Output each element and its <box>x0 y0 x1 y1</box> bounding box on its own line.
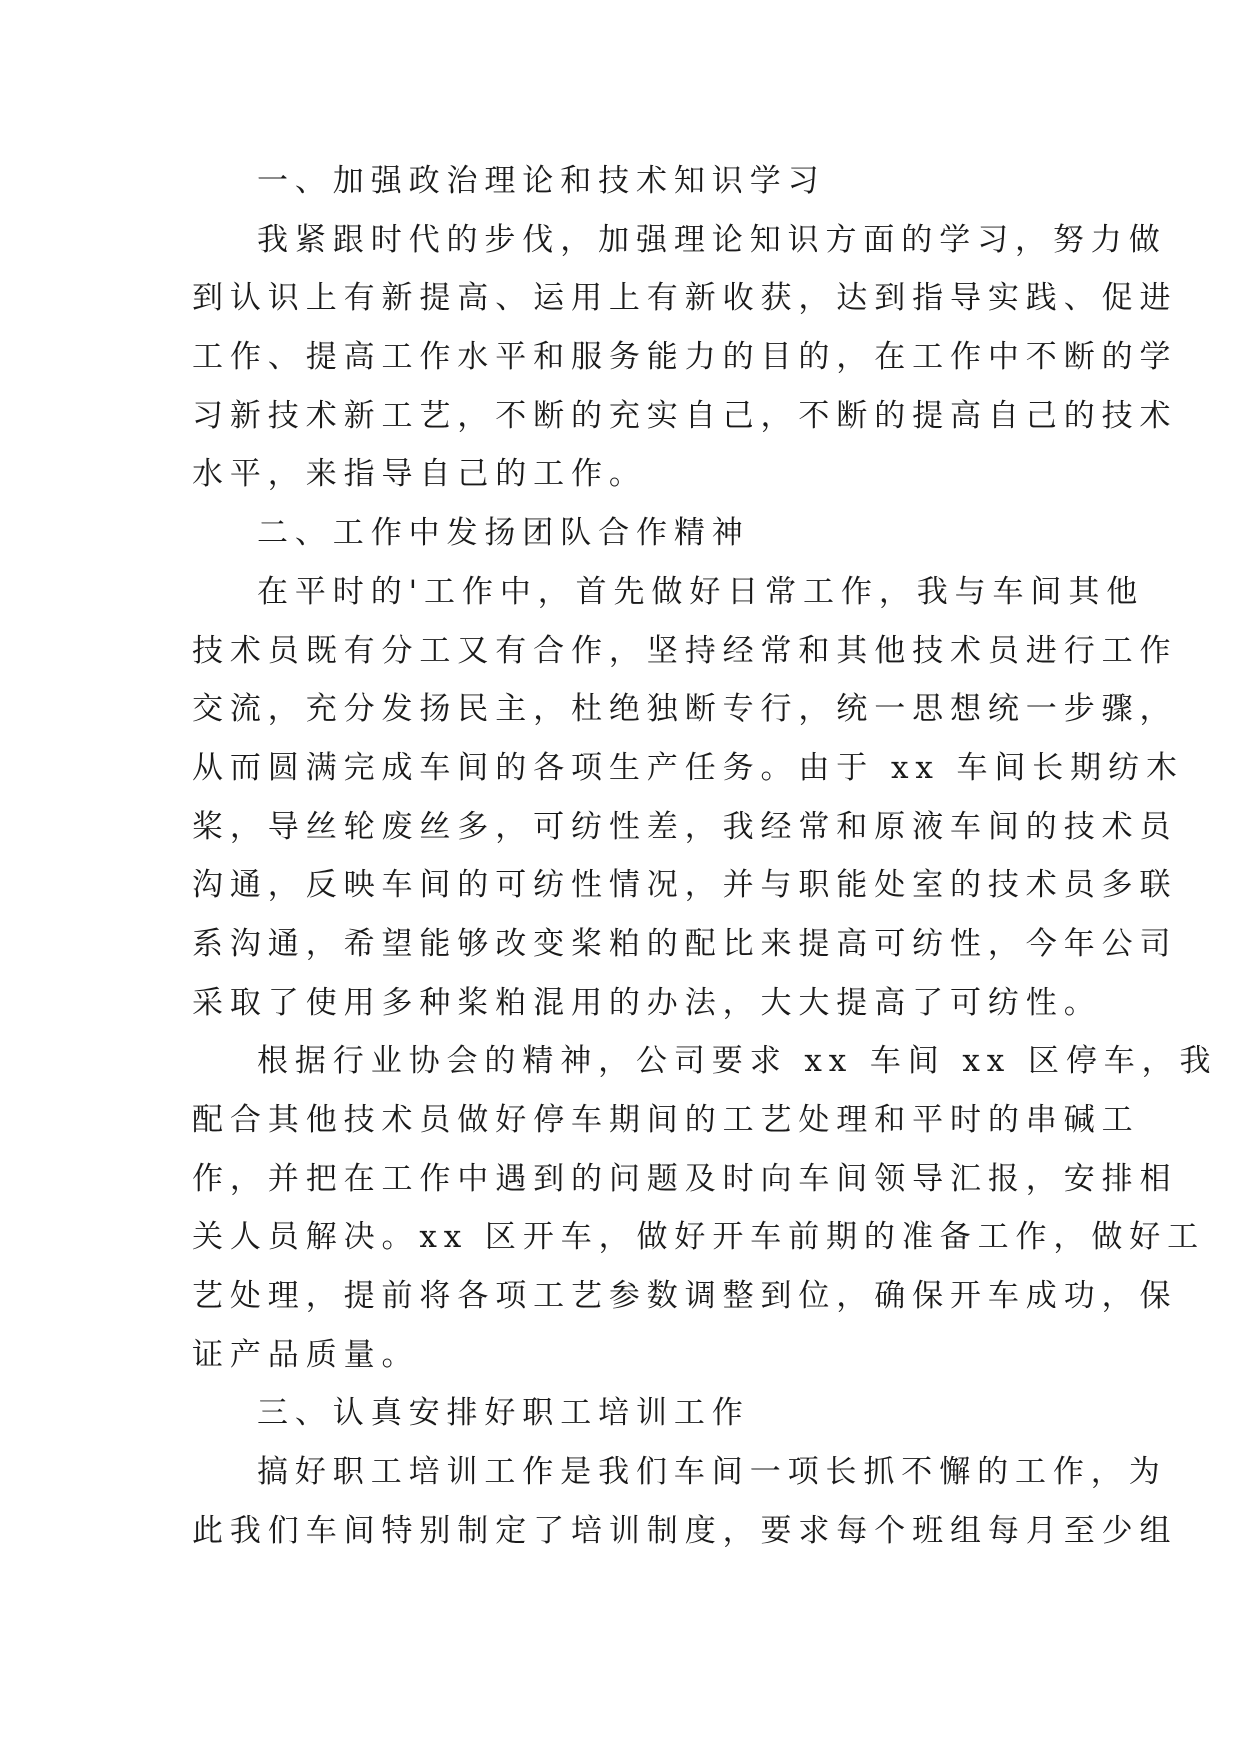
paragraph-line: 证产品质量。 <box>192 1336 420 1373</box>
paragraph-line: 配合其他技术员做好停车期间的工艺处理和平时的串碱工 <box>192 1102 1140 1138</box>
document-body <box>192 152 1218 1561</box>
section-heading-3: 三、认真安排好职工培训工作 <box>257 1395 750 1432</box>
paragraph-line: 系沟通，希望能够改变桨粕的配比来提高可纺性，今年公司 <box>192 925 1178 962</box>
paragraph-line: 技术员既有分工又有合作，坚持经常和其他技术员进行工作 <box>192 632 1178 669</box>
paragraph-line: 采取了使用多种桨粕混用的办法，大大提高了可纺性。 <box>192 984 1102 1021</box>
paragraph-line: 搞好职工培训工作是我们车间一项长抓不懈的工作，为 <box>257 1454 1167 1491</box>
section-heading-1: 一、加强政治理论和技术知识学习 <box>257 163 826 199</box>
paragraph-line: 桨，导丝轮废丝多，可纺性差，我经常和原液车间的技术员 <box>192 808 1178 845</box>
paragraph-line: 作，并把在工作中遇到的问题及时向车间领导汇报，安排相 <box>192 1160 1178 1197</box>
paragraph-line: 根据行业协会的精神，公司要求 xx 车间 xx 区停车，我 <box>257 1043 1218 1080</box>
paragraph-line: 艺处理，提前将各项工艺参数调整到位，确保开车成功，保 <box>192 1278 1178 1315</box>
paragraph-line: 关人员解决。xx 区开车，做好开车前期的准备工作，做好工 <box>192 1219 1206 1256</box>
paragraph-line: 水平，来指导自己的工作。 <box>192 456 647 493</box>
paragraph-line: 交流，充分发扬民主，杜绝独断专行，统一思想统一步骤， <box>192 691 1178 728</box>
paragraph-line: 此我们车间特别制定了培训制度，要求每个班组每月至少组 <box>192 1512 1178 1549</box>
paragraph-line: 在平时的'工作中，首先做好日常工作，我与车间其他 <box>257 573 1145 610</box>
section-heading-2: 二、工作中发扬团队合作精神 <box>257 515 750 552</box>
paragraph-line: 沟通，反映车间的可纺性情况，并与职能处室的技术员多联 <box>192 867 1178 904</box>
paragraph-line: 工作、提高工作水平和服务能力的目的，在工作中不断的学 <box>192 339 1178 376</box>
paragraph-line: 从而圆满完成车间的各项生产任务。由于 xx 车间长期纺木 <box>192 749 1184 786</box>
paragraph-line: 我紧跟时代的步伐，加强理论知识方面的学习，努力做 <box>257 221 1167 258</box>
paragraph-line: 到认识上有新提高、运用上有新收获，达到指导实践、促进 <box>192 280 1178 317</box>
paragraph-line: 习新技术新工艺，不断的充实自己，不断的提高自己的技术 <box>192 397 1178 434</box>
